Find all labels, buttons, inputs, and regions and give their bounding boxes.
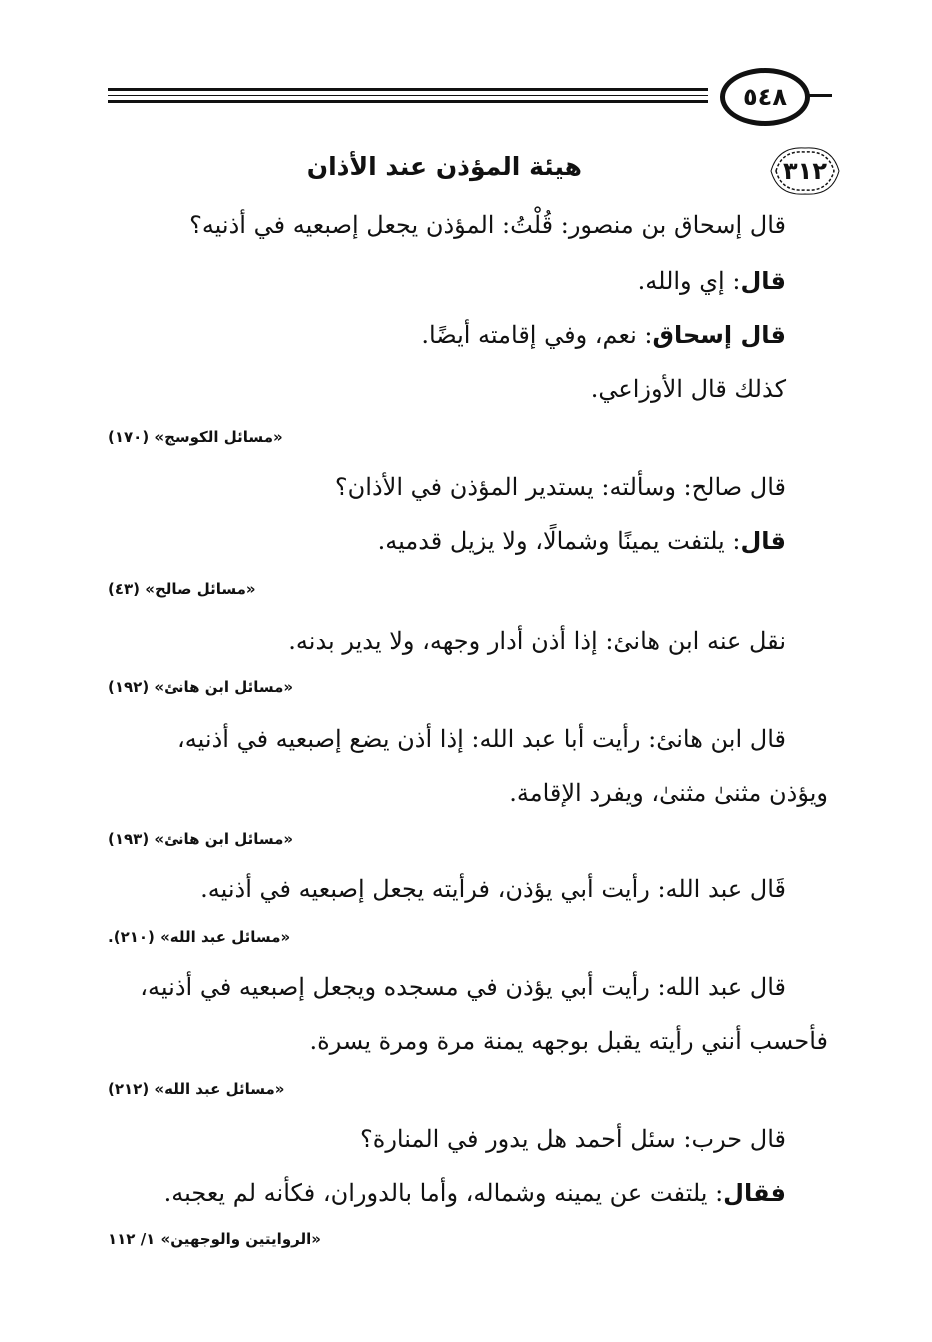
section-number-badge	[768, 146, 842, 196]
reference: «مسائل ابن هانئ» (١٩٣)	[108, 830, 294, 848]
paragraph-text: فأحسب أنني رأيته يقبل بوجهه يمنة مرة ومرة يسرة.	[309, 1027, 828, 1055]
paragraph	[177, 722, 786, 756]
reference: «مسائل عبد الله» (٢١٢)	[108, 1080, 285, 1098]
paragraph	[288, 624, 786, 658]
paragraph	[310, 1024, 828, 1058]
paragraph	[335, 470, 786, 504]
page-number: ٥٤٨	[720, 68, 810, 126]
paragraph	[421, 318, 786, 352]
section-heading	[0, 146, 932, 202]
reference: «مسائل الكوسج» (١٧٠)	[108, 428, 283, 446]
paragraph	[360, 1122, 786, 1156]
section-number: ٣١٢	[783, 157, 827, 185]
paragraph-text: قَال عبد الله: رأيت أبي يؤذن، فرأيته يجعل إصبعيه في أذنيه.	[200, 875, 786, 903]
paragraph-text: : يلتفت عن يمينه وشماله، وأما بالدوران، فكأنه لم يعجبه.	[163, 1179, 724, 1207]
paragraph-text: نقل عنه ابن هانئ: إذا أذن أدار وجهه، ولا يدير بدنه.	[288, 627, 786, 655]
paragraph-text: قال ابن هانئ: رأيت أبا عبد الله: إذا أذن يضع إصبعيه في أذنيه،	[177, 725, 786, 753]
speaker-label: قال	[740, 267, 786, 295]
paragraph-text: قال إسحاق بن منصور: قُلْتُ: المؤذن يجعل إصبعيه في أذنيه؟	[189, 211, 786, 239]
paragraph	[140, 970, 786, 1004]
paragraph-text: كذلك قال الأوزاعي.	[590, 375, 786, 403]
paragraph	[638, 264, 786, 298]
paragraph-text: قال عبد الله: رأيت أبي يؤذن في مسجده ويجعل إصبعيه في أذنيه،	[140, 973, 786, 1001]
section-title: هيئة المؤذن عند الأذان	[306, 152, 582, 181]
reference: «مسائل عبد الله» (٢١٠).	[108, 928, 291, 946]
header-rule	[108, 88, 708, 91]
speaker-label: فقال	[723, 1179, 786, 1207]
paragraph	[189, 208, 786, 242]
header-rule	[108, 95, 708, 96]
page-header	[108, 64, 832, 130]
paragraph-text: : إي والله.	[637, 267, 741, 295]
paragraph-text: : نعم، وفي إقامته أيضًا.	[421, 321, 653, 349]
paragraph	[378, 524, 786, 558]
paragraph	[200, 872, 786, 906]
paragraph-text: : يلتفت يمينًا وشمالًا، ولا يزيل قدميه.	[377, 527, 741, 555]
reference: «مسائل صالح» (٤٣)	[108, 580, 256, 598]
speaker-label: قال إسحاق	[652, 321, 786, 349]
reference: «الروايتين والوجهين» ١/ ١١٢	[108, 1230, 321, 1248]
speaker-label: قال	[740, 527, 786, 555]
reference: «مسائل ابن هانئ» (١٩٢)	[108, 678, 294, 696]
header-rule	[808, 94, 832, 97]
paragraph	[164, 1176, 786, 1210]
paragraph	[509, 776, 828, 810]
header-rule	[108, 100, 708, 103]
paragraph-text: قال صالح: وسألته: يستدير المؤذن في الأذان؟	[334, 473, 786, 501]
paragraph	[591, 372, 786, 406]
paragraph-text: ويؤذن مثنىٰ مثنىٰ، ويفرد الإقامة.	[509, 779, 828, 807]
paragraph-text: قال حرب: سئل أحمد هل يدور في المنارة؟	[360, 1125, 786, 1153]
